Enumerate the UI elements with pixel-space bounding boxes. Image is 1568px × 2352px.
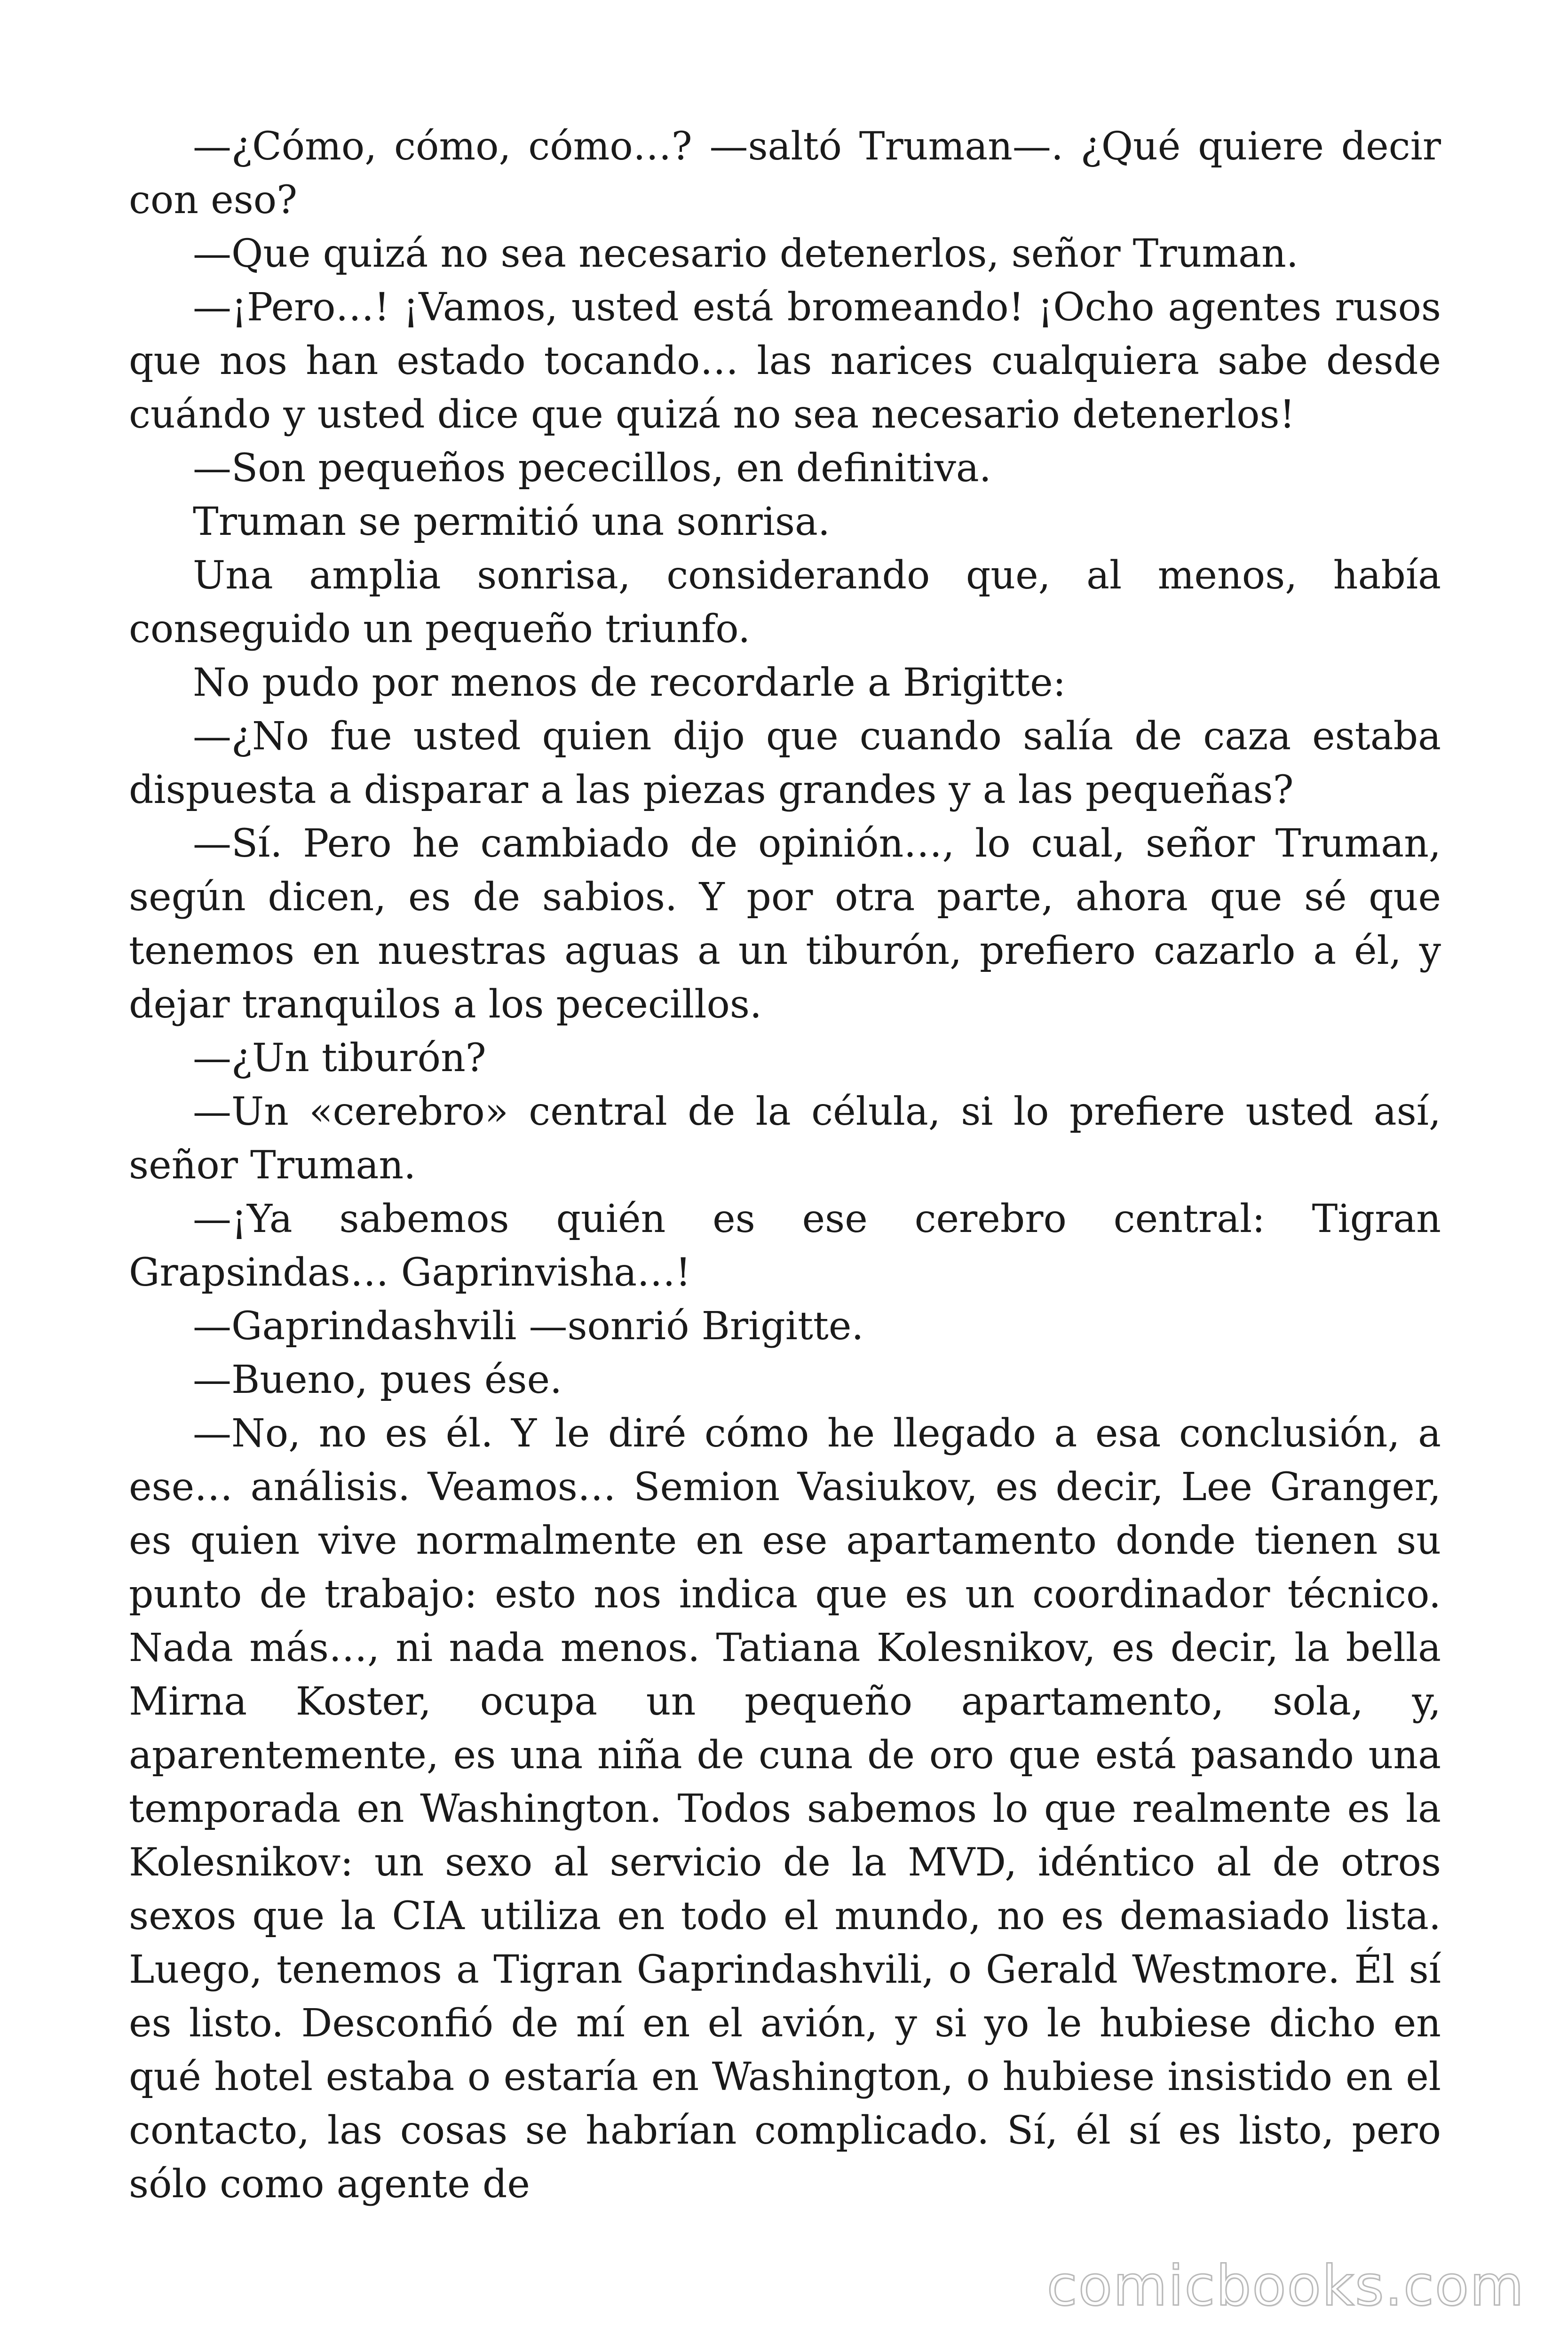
paragraph: —¿Un tiburón? (193, 1036, 486, 1081)
paragraph: No pudo por menos de recordarle a Brigitte: (193, 660, 1066, 705)
paragraph: —Un «cerebro» central de la célula, si lo prefiere usted así, señor Truman. (129, 1089, 1441, 1188)
paragraph: —No, no es él. Y le diré cómo he llegado a esa conclusión, a ese… análisis. Veamos… Semion Vasiukov, es decir, Lee Granger, es quien vive normalmente en ese apartamento donde tienen su punto de trabajo: esto nos indica que es un coordinador técnico. Nada más…, ni nada menos. Tatiana Kolesnikov, es decir, la bella Mirna Koster, ocupa un pequeño apartamento, sola, y, aparentemente, es una niña de cuna de oro que está pasando una temporada en Washington. Todos sabemos lo que realmente es la Kolesnikov: un sexo al servicio de la MVD, idéntico al de otros sexos que la CIA utiliza en todo el mundo, no es demasiado lista. Luego, tenemos a Tigran Gaprindashvili, o Gerald Westmore. Él sí es listo. Desconfió de mí en el avión, y si yo le hubiese dicho en qué hotel estaba o estaría en Washington, o hubiese insistido en el contacto, las cosas se habrían complicado. Sí, él sí es listo, pero sólo como agente de (129, 1411, 1441, 2207)
paragraph: Una amplia sonrisa, considerando que, al menos, había conseguido un pequeño triunfo. (129, 553, 1441, 652)
watermark: comicbooks.com (1046, 2253, 1525, 2318)
paragraph: —Que quizá no sea necesario detenerlos, señor Truman. (193, 231, 1299, 276)
paragraph: —¡Pero…! ¡Vamos, usted está bromeando! ¡Ocho agentes rusos que nos han estado tocando… las narices cualquiera sabe desde cuándo y usted dice que quizá no sea necesario detenerlos! (129, 285, 1441, 437)
paragraph: —¿No fue usted quien dijo que cuando salía de caza estaba dispuesta a disparar a las piezas grandes y a las pequeñas? (129, 714, 1441, 812)
paragraph: Truman se permitió una sonrisa. (193, 500, 831, 544)
paragraph: —¡Ya sabemos quién es ese cerebro central: Tigran Grapsindas… Gaprinvisha…! (129, 1197, 1441, 1295)
paragraph: —¿Cómo, cómo, cómo…? —saltó Truman—. ¿Qué quiere decir con eso? (129, 124, 1441, 222)
book-page-text (129, 120, 1441, 2211)
paragraph: —Sí. Pero he cambiado de opinión…, lo cual, señor Truman, según dicen, es de sabios. Y por otra parte, ahora que sé que tenemos en nuestras aguas a un tiburón, prefiero cazarlo a él, y dejar tranquilos a los pececillos. (129, 821, 1441, 1027)
paragraph: —Bueno, pues ése. (193, 1358, 562, 1402)
paragraph: —Son pequeños pececillos, en definitiva. (193, 446, 991, 491)
paragraph: —Gaprindashvili —sonrió Brigitte. (193, 1304, 864, 1349)
